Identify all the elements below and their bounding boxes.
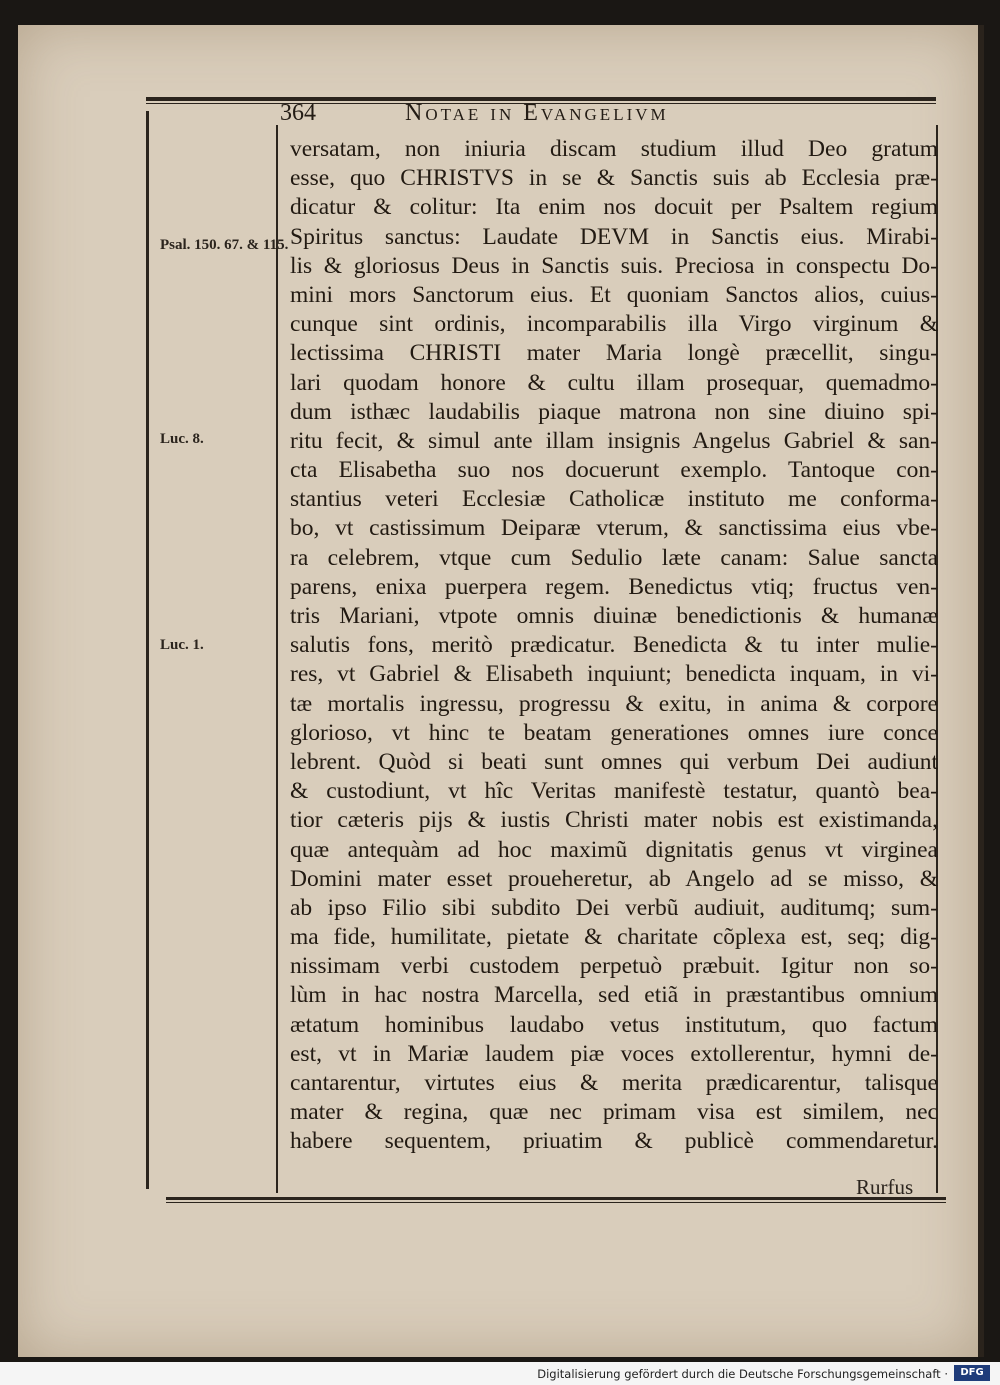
text-line: cta Elisabetha suo nos docuerunt exemplo. Tantoque con-: [290, 457, 938, 484]
text-line: Spiritus sanctus: Laudate DEVM in Sanctis eius. Mirabi-: [290, 223, 938, 250]
body-text: [290, 135, 938, 1157]
text-line: stantius veteri Ecclesiæ Catholicæ instituto me conforma-: [290, 486, 938, 513]
footer-bar: [0, 1362, 1000, 1385]
catchword: Rurfus: [856, 1175, 914, 1199]
text-line: versatam, non iniuria discam studium illud Deo gratum: [290, 136, 938, 162]
text-line: res, vt Gabriel & Elisabeth inquiunt; benedicta inquam, in vi-: [290, 661, 938, 688]
margin-note-luke-1: Luc. 1.: [160, 637, 204, 653]
page-number: 364: [280, 100, 316, 126]
text-line: ætatum hominibus laudabo vetus institutum, quo factum: [290, 1011, 938, 1038]
text-line: Domini mater esset proueheretur, ab Angelo ad se misso, &: [290, 865, 938, 892]
footer-credit: Digitalisierung gefördert durch die Deutsche Forschungsgemeinschaft ·: [537, 1367, 948, 1381]
text-line: lari quodam honore & cultu illam prosequar, quemadmo-: [290, 369, 938, 396]
margin-frame-line: [146, 111, 149, 1189]
text-line: dicatur & colitur: Ita enim nos docuit per Psaltem regium: [290, 194, 938, 221]
text-line: mater & regina, quæ nec primam visa est similem, nec: [290, 1099, 938, 1126]
text-line: cantarentur, virtutes eius & merita prædicarentur, talisque: [290, 1070, 938, 1096]
text-line: mini mors Sanctorum eius. Et quoniam Sanctos alios, cuius-: [290, 281, 938, 308]
dfg-logo: DFG: [954, 1365, 990, 1381]
text-line: lùm in hac nostra Marcella, sed etiã in præstantibus omnium: [290, 982, 938, 1009]
text-line: & custodiunt, vt hîc Veritas manifestè testatur, quantò bea-: [290, 778, 938, 805]
text-line: lectissima CHRISTI mater Maria longè præcellit, singu-: [290, 340, 938, 367]
text-line: glorioso, vt hinc te beatam generationes omnes iure conce: [290, 719, 938, 746]
page-header: [280, 100, 940, 126]
text-line: habere sequentem, priuatim & publicè commendaretur.: [290, 1128, 938, 1155]
text-line: lebrent. Quòd si beati sunt omnes qui verbum Dei audiunt: [290, 748, 938, 775]
text-line: tæ mortalis ingressu, progressu & exitu, in anima & corpore: [290, 690, 938, 717]
text-line: quæ antequàm ad hoc maximũ dignitatis genus vt virginea: [290, 836, 938, 863]
text-line: bo, vt castissimum Deiparæ vterum, & sanctissima eius vbe-: [290, 515, 938, 542]
text-line: est, vt in Mariæ laudem piæ voces extollerentur, hymni de-: [290, 1040, 938, 1067]
text-line: parens, enixa puerpera regem. Benedictus vtiq; fructus ven-: [290, 573, 938, 600]
text-frame-left-line: [276, 125, 278, 1193]
text-line: dum isthæc laudabilis piaque matrona non sine diuino spi-: [290, 398, 938, 425]
text-line: ma fide, humilitate, pietate & charitate cõplexa est, seq; dig-: [290, 924, 938, 951]
text-line: cunque sint ordinis, incomparabilis illa Virgo virginum &: [290, 311, 938, 338]
text-line: ab ipso Filio sibi subdito Dei verbũ audiuit, auditumq; sum-: [290, 894, 938, 921]
text-line: tris Mariani, vtpote omnis diuinæ benedictionis & humanæ: [290, 603, 938, 629]
text-line: tior cæteris pijs & iustis Christi mater nobis est existimanda,: [290, 807, 938, 834]
margin-note-psalms: Psal. 150. 67. & 115.: [160, 237, 289, 253]
running-head: Notae in Evangelivm: [405, 100, 669, 126]
text-line: ra celebrem, vtque cum Sedulio læte canam: Salue sancta: [290, 544, 938, 571]
book-page: [18, 25, 984, 1357]
margin-note-luke-8: Luc. 8.: [160, 431, 204, 447]
text-line: nissimam verbi custodem perpetuò præbuit. Igitur non so-: [290, 953, 938, 980]
text-line: lis & gloriosus Deus in Sanctis suis. Preciosa in conspectu Do-: [290, 252, 938, 279]
text-line: salutis fons, meritò prædicatur. Benedicta & tu inter mulie-: [290, 632, 938, 659]
text-line: esse, quo CHRISTVS in se & Sanctis suis ab Ecclesia præ-: [290, 165, 938, 192]
bottom-rule: [166, 1197, 946, 1203]
text-line: ritu fecit, & simul ante illam insignis Angelus Gabriel & san-: [290, 427, 938, 454]
